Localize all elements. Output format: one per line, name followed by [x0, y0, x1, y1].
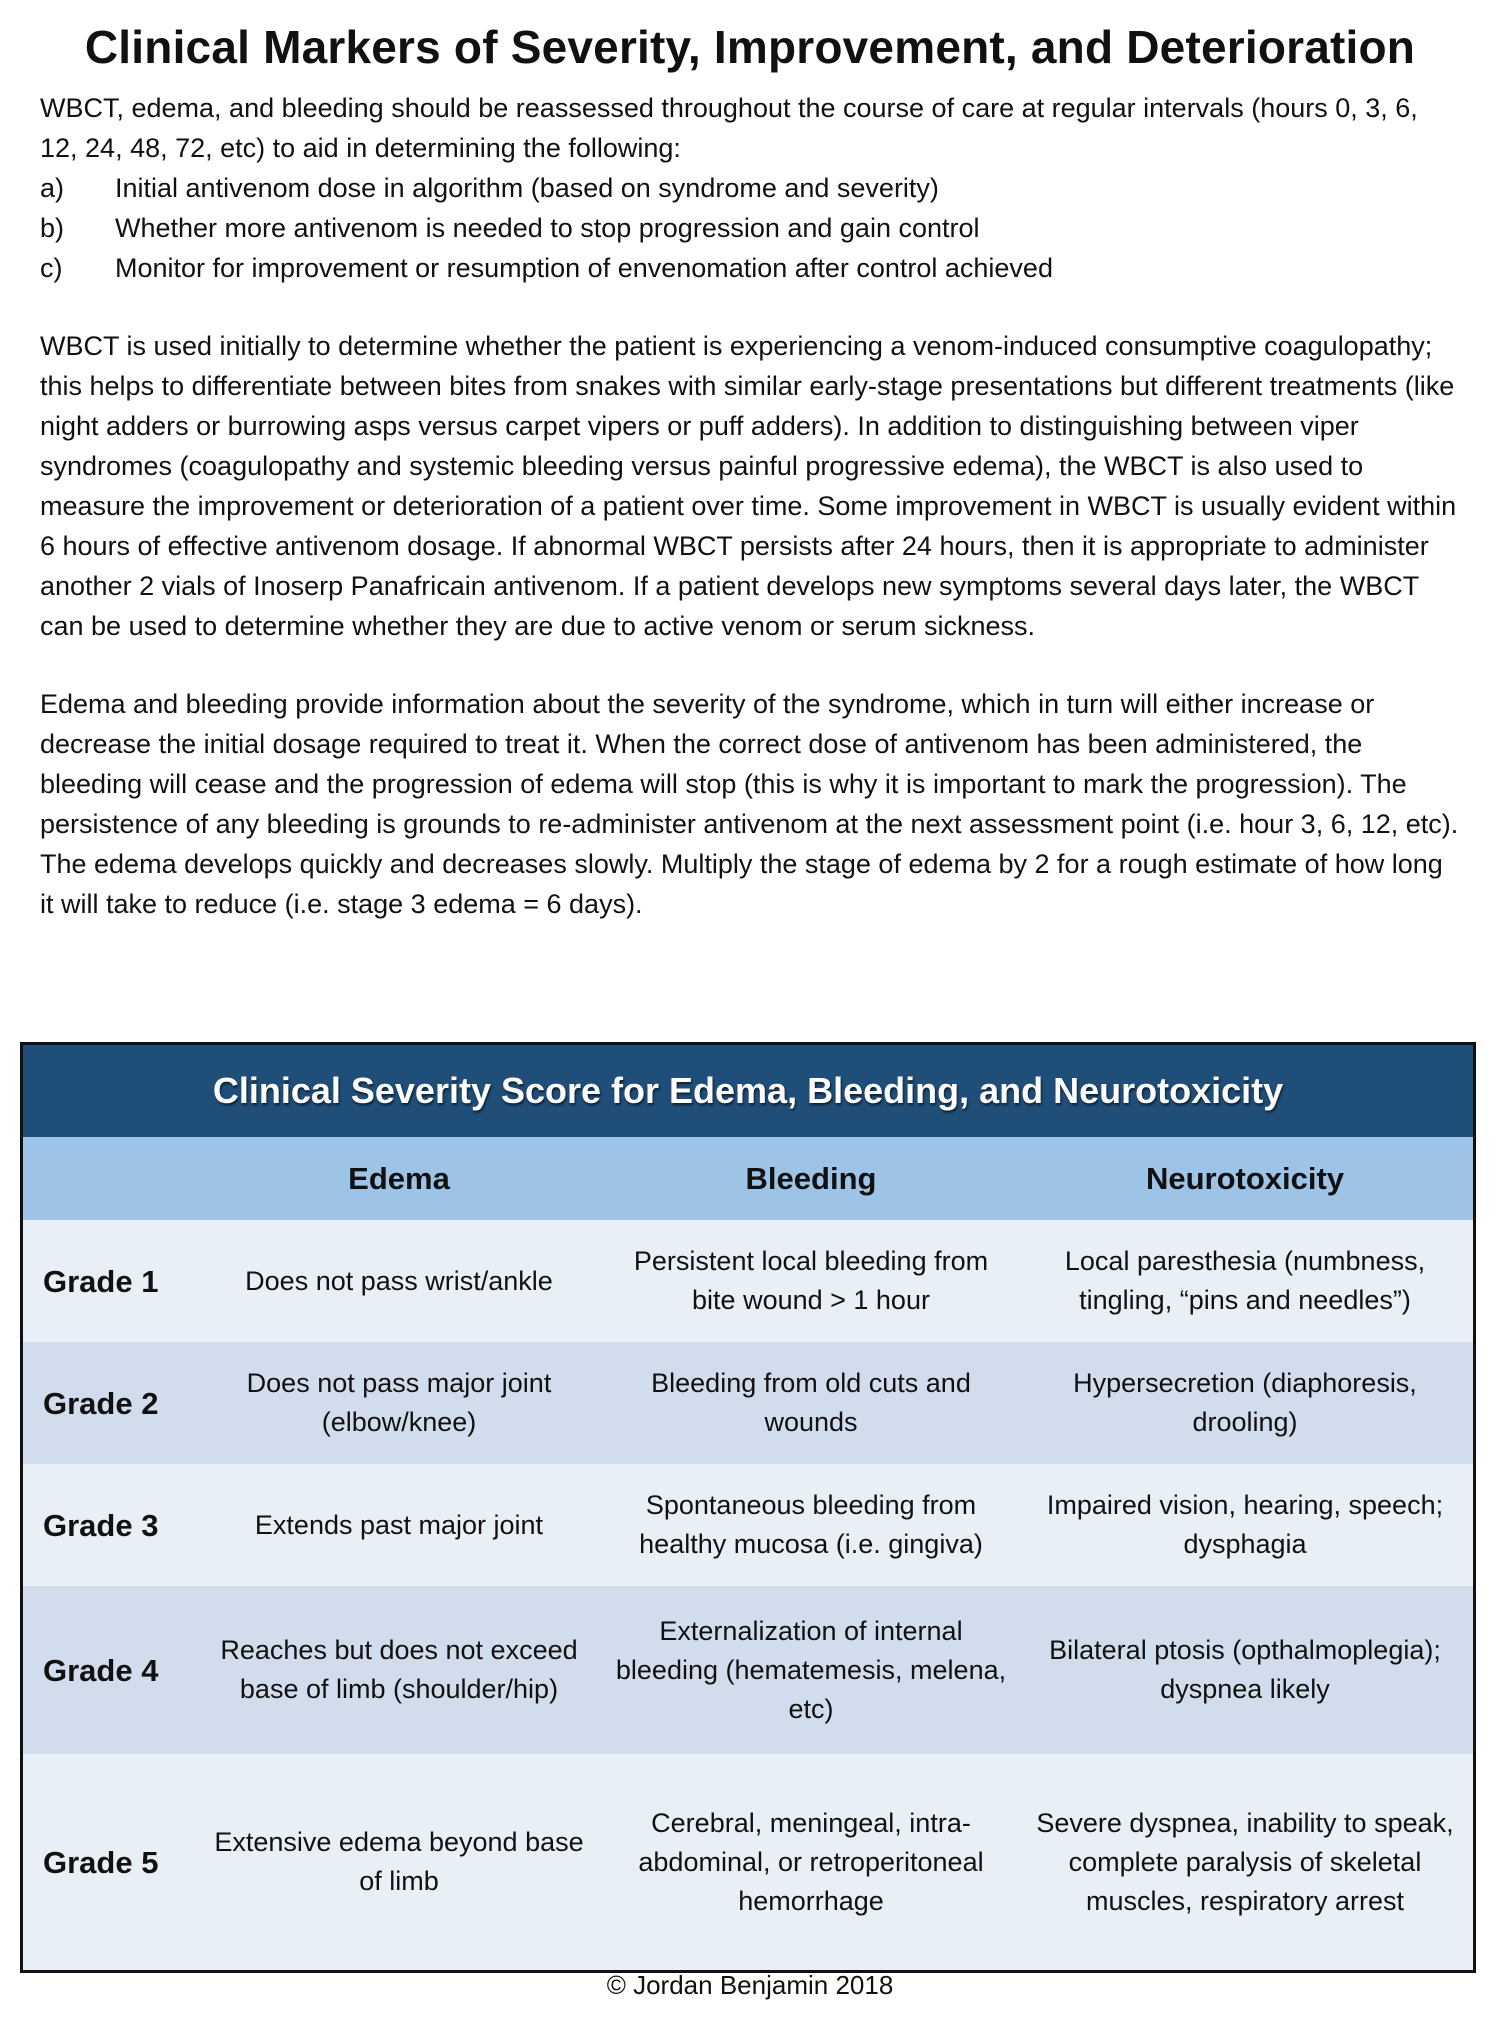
list-letter: b): [40, 213, 65, 243]
neuro-cell: Impaired vision, hearing, speech; dysphagia: [1017, 1464, 1473, 1586]
page-title: Clinical Markers of Severity, Improvement, and Deterioration: [84, 21, 1416, 73]
grade-label: Grade 4: [23, 1586, 193, 1754]
edema-cell: Does not pass major joint (elbow/knee): [193, 1342, 605, 1464]
wbct-paragraph: WBCT is used initially to determine whether the patient is experiencing a venom-induced consumptive coagulopathy; this helps to differentiate between bites from snakes with similar early-stage presentations but different treatments (like night adders or burrowing asps versus carpet vipers or puff adders). In addition to distinguishing between viper syndromes (coagulopathy and systemic bleeding versus painful progressive edema), the WBCT is also used to measure the improvement or deterioration of a patient over time. Some improvement in WBCT is usually evident within 6 hours of effective antivenom dosage. If abnormal WBCT persists after 24 hours, then it is appropriate to administer another 2 vials of Inoserp Panafricain antivenom. If a patient develops new symptoms several days later, the WBCT can be used to determine whether they are due to active venom or serum sickness.: [40, 331, 1457, 641]
list-item: [40, 208, 1460, 248]
header-row: [23, 1137, 1473, 1220]
table-row: [23, 1754, 1473, 1970]
severity-table: [20, 1042, 1476, 1973]
edema-cell: Does not pass wrist/ankle: [193, 1220, 605, 1342]
grade-label: Grade 5: [23, 1754, 193, 1970]
list-item: [40, 248, 1460, 288]
list-text: Initial antivenom dose in algorithm (based on syndrome and severity): [115, 173, 939, 203]
list-item: [40, 168, 1460, 208]
table-row: [23, 1220, 1473, 1342]
list-text: Whether more antivenom is needed to stop progression and gain control: [115, 213, 980, 243]
grade-label: Grade 3: [23, 1464, 193, 1586]
edema-bleeding-paragraph: Edema and bleeding provide information about the severity of the syndrome, which in turn will either increase or decrease the initial dosage required to treat it. When the correct dose of antivenom has been administered, the bleeding will cease and the progression of edema will stop (this is why it is important to mark the progression). The persistence of any bleeding is grounds to re-administer antivenom at the next assessment point (i.e. hour 3, 6, 12, etc). The edema develops quickly and decreases slowly. Multiply the stage of edema by 2 for a rough estimate of how long it will take to reduce (i.e. stage 3 edema = 6 days).: [40, 689, 1459, 919]
neuro-cell: Bilateral ptosis (opthalmoplegia); dyspnea likely: [1017, 1586, 1473, 1754]
neuro-cell: Local paresthesia (numbness, tingling, “pins and needles”): [1017, 1220, 1473, 1342]
intro-text: WBCT, edema, and bleeding should be reassessed throughout the course of care at regular intervals (hours 0, 3, 6, 12, 24, 48, 72, etc) to aid in determining the following:: [40, 93, 1418, 163]
list-letter: c): [40, 253, 63, 283]
bleeding-cell: Cerebral, meningeal, intra-abdominal, or retroperitoneal hemorrhage: [605, 1754, 1017, 1970]
list-letter: a): [40, 173, 65, 203]
edema-cell: Extends past major joint: [193, 1464, 605, 1586]
grade-label: Grade 2: [23, 1342, 193, 1464]
edema-cell: Extensive edema beyond base of limb: [193, 1754, 605, 1970]
copyright-footer: © Jordan Benjamin 2018: [606, 1970, 894, 2000]
table-title: Clinical Severity Score for Edema, Bleeding, and Neurotoxicity: [23, 1045, 1473, 1137]
header-bleeding: Bleeding: [605, 1137, 1017, 1220]
table-row: [23, 1464, 1473, 1586]
edema-cell: Reaches but does not exceed base of limb (shoulder/hip): [193, 1586, 605, 1754]
neuro-cell: Severe dyspnea, inability to speak, complete paralysis of skeletal muscles, respiratory arrest: [1017, 1754, 1473, 1970]
header-blank: [23, 1137, 193, 1220]
grade-label: Grade 1: [23, 1220, 193, 1342]
severity-grid: [23, 1137, 1473, 1970]
bleeding-cell: Spontaneous bleeding from healthy mucosa (i.e. gingiva): [605, 1464, 1017, 1586]
table-row: [23, 1586, 1473, 1754]
table-row: [23, 1342, 1473, 1464]
bleeding-cell: Bleeding from old cuts and wounds: [605, 1342, 1017, 1464]
bleeding-cell: Externalization of internal bleeding (hematemesis, melena, etc): [605, 1586, 1017, 1754]
bleeding-cell: Persistent local bleeding from bite wound > 1 hour: [605, 1220, 1017, 1342]
reassessment-list: [40, 168, 1460, 288]
neuro-cell: Hypersecretion (diaphoresis, drooling): [1017, 1342, 1473, 1464]
header-neurotoxicity: Neurotoxicity: [1017, 1137, 1473, 1220]
header-edema: Edema: [193, 1137, 605, 1220]
list-text: Monitor for improvement or resumption of envenomation after control achieved: [115, 253, 1053, 283]
